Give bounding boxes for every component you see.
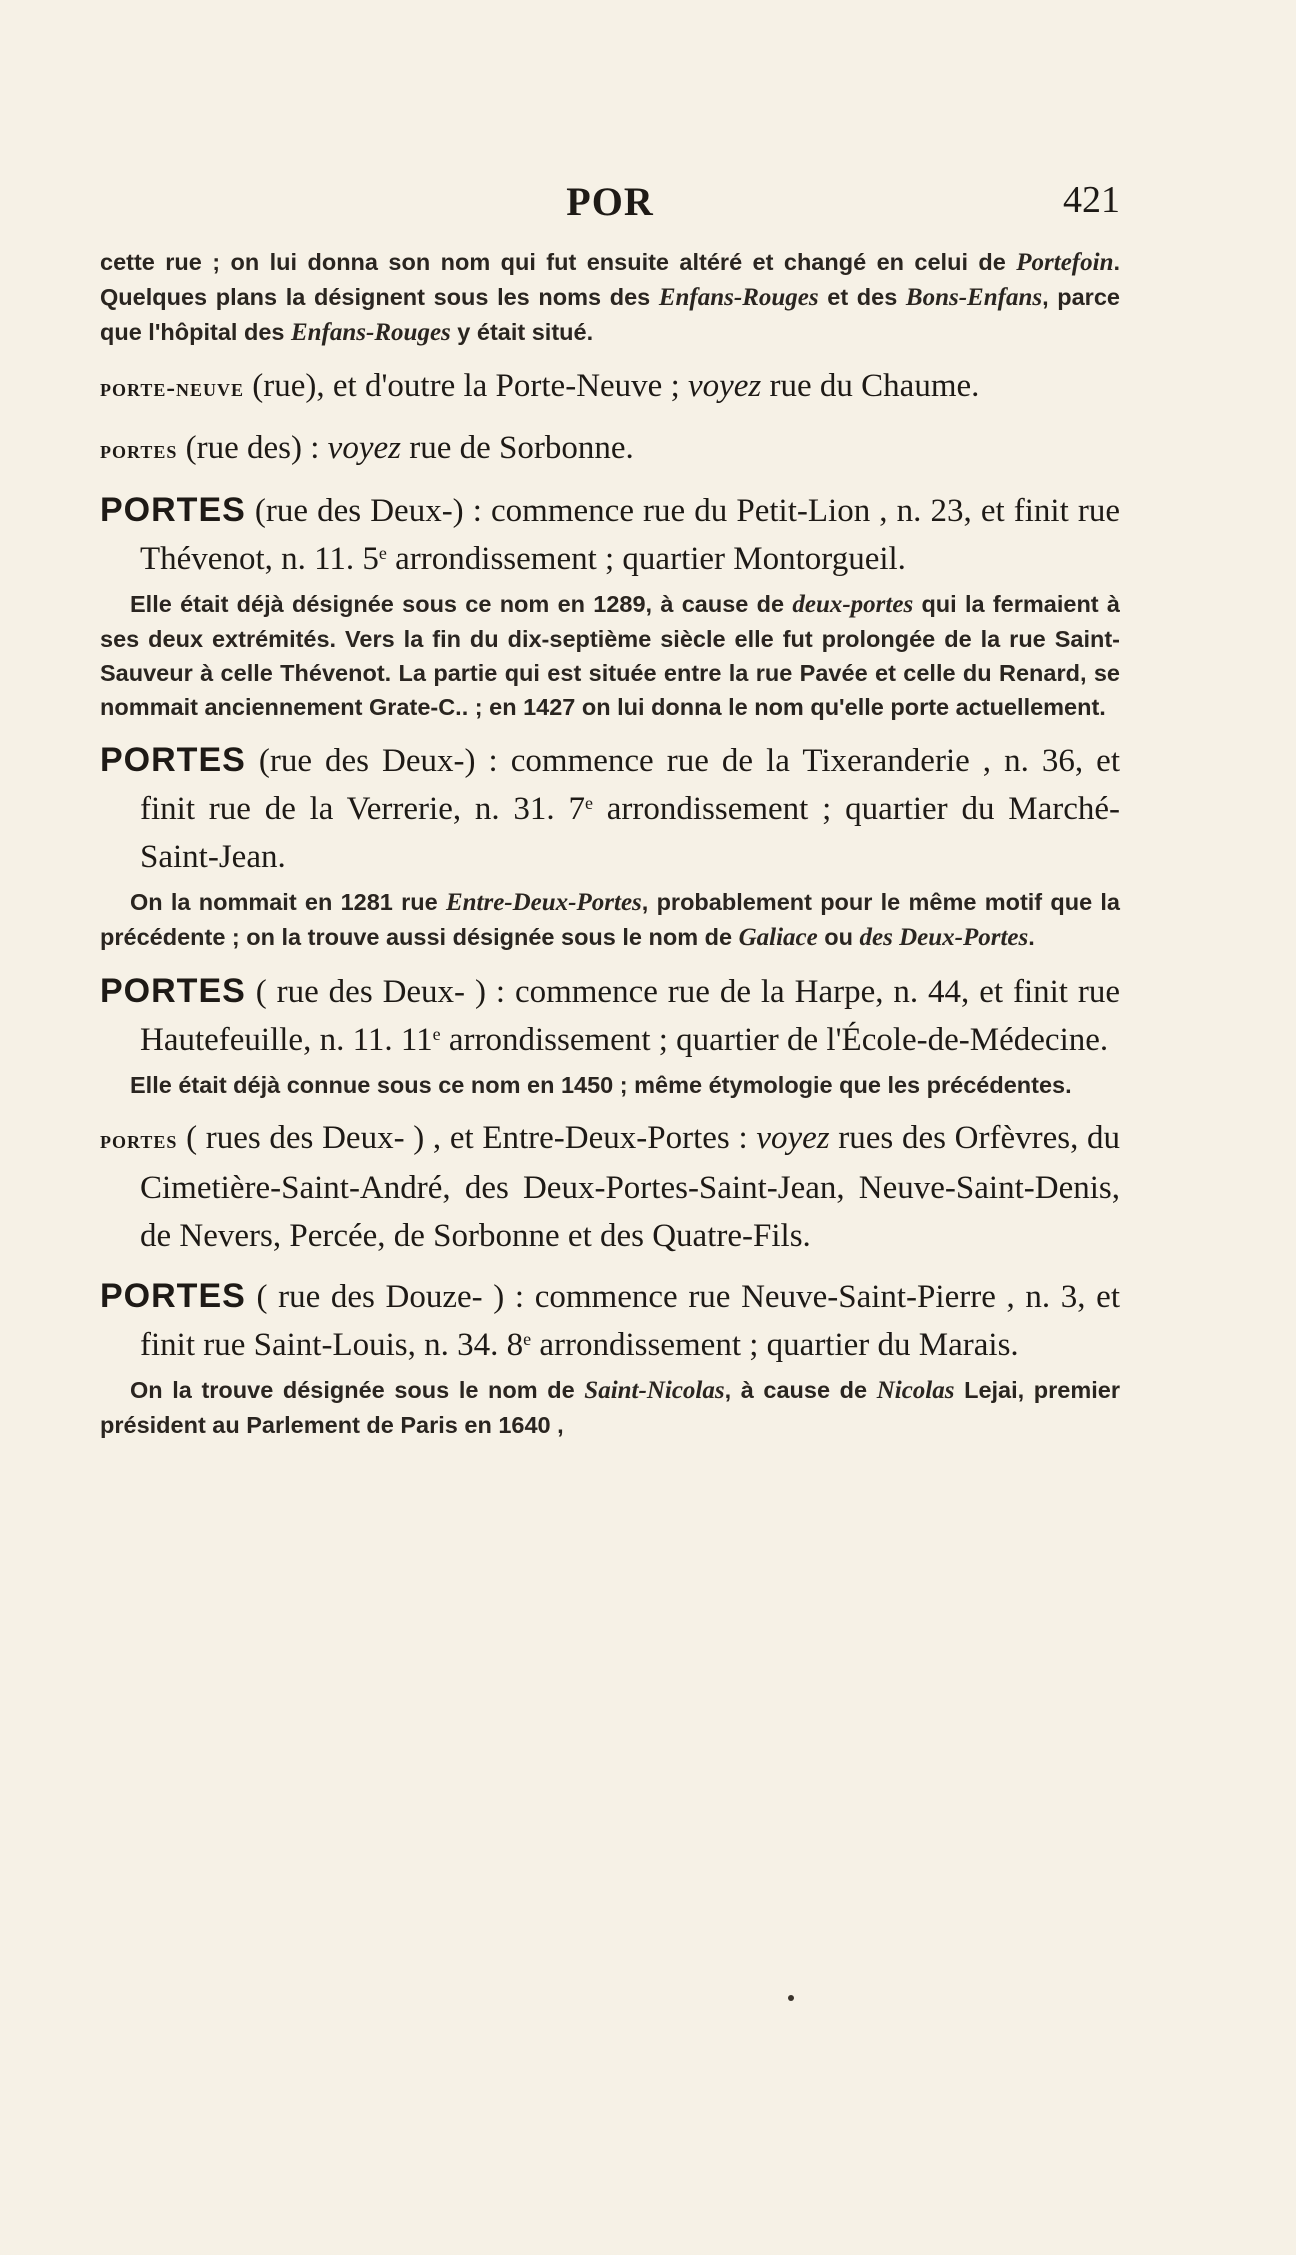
superscript: e [378, 543, 387, 563]
text-run: On la trouve désignée sous le nom de [130, 1377, 585, 1403]
entry-portes-deux-harpe [100, 967, 1120, 1064]
entry-headword: PORTES [100, 741, 246, 779]
italic-run: des Deux-Portes [859, 924, 1029, 951]
text-run: (rue des) : [177, 430, 328, 466]
text-run: ou [817, 924, 860, 950]
text-run: , à cause de [724, 1377, 877, 1403]
entry-headword: PORTES [100, 1277, 246, 1315]
text-run: rue de Sorbonne. [400, 430, 634, 466]
text-run: (rue), et d'outre la Porte-Neuve ; [244, 368, 688, 404]
italic-run: Galiace [738, 924, 818, 951]
italic-run: voyez [756, 1120, 830, 1156]
text-run: cette rue ; on lui donna son nom qui fut ensuite altéré et changé en celui de [100, 249, 1017, 275]
text-run: arrondissement ; quartier de l'École-de-Médecine. [440, 1022, 1109, 1058]
continuation-note [100, 245, 1120, 350]
entry-note [100, 885, 1120, 955]
text-run: . [1028, 924, 1035, 950]
entry-headword: portes [100, 1125, 178, 1154]
text-run: arrondissement ; quartier Montorgueil. [386, 541, 906, 577]
text-run: (rue des Deux-) : commence rue du Petit-Lion , n. 23, et finit rue Thévenot, n. 11. 5 [140, 493, 1120, 577]
italic-run: Enfans-Rouges [291, 319, 451, 346]
page-number: 421 [1063, 179, 1120, 221]
entry-portes-douze [100, 1272, 1120, 1369]
text-run: rue du Chaume. [761, 368, 980, 404]
italic-run: deux-portes [792, 591, 914, 618]
running-title: POR [566, 179, 654, 224]
italic-run: Nicolas [876, 1377, 955, 1404]
text-run: Lejai, premier président au Parlement de Paris en 1640 , [100, 1377, 1120, 1438]
text-run: (rue des Deux-) : commence rue de la Tixeranderie , n. 36, et finit rue de la Verrerie, n. 31. 7 [140, 743, 1120, 827]
entry-portes-deux-tixeranderie [100, 736, 1120, 881]
italic-run: Enfans-Rouges [658, 284, 819, 311]
entry-headword: porte-neuve [100, 373, 245, 402]
entry-note [100, 1068, 1120, 1102]
entry-headword: portes [100, 435, 178, 464]
text-run: , parce que l'hôpital des [100, 284, 1120, 345]
italic-run: Bons-Enfans [905, 284, 1043, 311]
italic-run: Saint-Nicolas [584, 1377, 725, 1404]
page-content [100, 245, 1120, 1442]
entry-headword: PORTES [100, 491, 246, 529]
ink-speck [788, 1995, 794, 2001]
text-run: arrondissement ; quartier du Marché-Saint-Jean. [140, 791, 1120, 875]
entry-porte-neuve [100, 362, 1120, 412]
entry-note [100, 587, 1120, 724]
text-run: ( rue des Deux- ) : commence rue de la Harpe, n. 44, et finit rue Hautefeuille, n. 11. 11 [140, 974, 1120, 1058]
entry-portes-rues-deux [100, 1114, 1120, 1260]
text-run: , probablement pour le même motif que la précédente ; on la trouve aussi désignée sous le nom de [100, 889, 1121, 950]
page-header [100, 178, 1120, 238]
superscript: e [432, 1024, 441, 1044]
italic-run: Entre-Deux-Portes [445, 889, 642, 916]
entry-headword: PORTES [100, 972, 246, 1010]
entry-portes-rue-des [100, 424, 1120, 474]
italic-run: voyez [327, 430, 401, 466]
text-run: rues des Orfèvres, du Cimetière-Saint-André, des Deux-Portes-Saint-Jean, Neuve-Saint-Denis, de Nevers, Percée, de Sorbonne et des Quatre-Fils. [140, 1120, 1120, 1254]
text-run: On la nommait en 1281 rue [130, 889, 446, 915]
text-run: Elle était déjà désignée sous ce nom en 1289, à cause de [130, 591, 793, 617]
text-run: ( rues des Deux- ) , et Entre-Deux-Portes : [177, 1120, 757, 1156]
italic-run: Portefoin [1016, 249, 1114, 276]
text-run: ( rue des Douze- ) : commence rue Neuve-Saint-Pierre , n. 3, et finit rue Saint-Louis, n. 34. 8 [140, 1279, 1120, 1363]
italic-run: voyez [687, 368, 762, 404]
text-run: Elle était déjà connue sous ce nom en 1450 ; même étymologie que les précédentes. [130, 1072, 1072, 1098]
text-run: y était situé. [450, 319, 594, 345]
text-run: qui la fermaient à ses deux extrémités. Vers la fin du dix-septième siècle elle fut prolongée de la rue Saint-Sauveur à celle Thévenot. La partie qui est située entre la rue Pavée et celle du Renard, se nommait anciennement Grate-C.. ; en 1427 on lui donna le nom qu'elle porte actuellement. [100, 591, 1120, 720]
entry-portes-deux-petit-lion [100, 486, 1120, 583]
superscript: e [523, 1329, 532, 1349]
entry-note [100, 1373, 1120, 1442]
text-run: arrondissement ; quartier du Marais. [531, 1327, 1019, 1363]
superscript: e [584, 793, 593, 813]
text-run: et des [818, 284, 906, 310]
text-run: . Quelques plans la désignent sous les noms des [100, 249, 1120, 310]
